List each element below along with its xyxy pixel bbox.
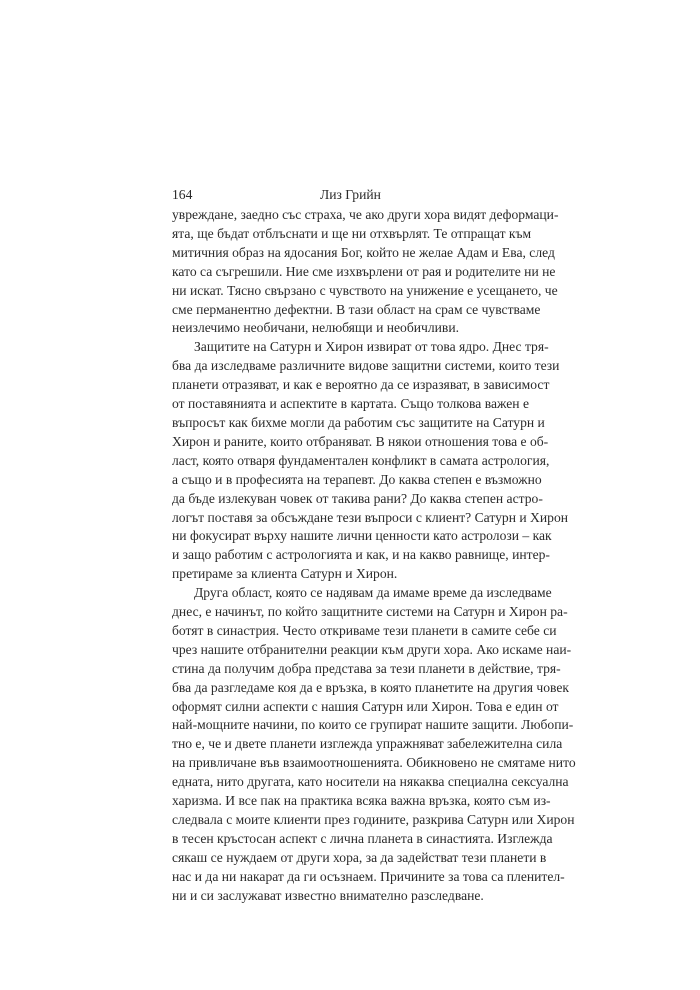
text-line: планети отразяват, и как е вероятно да се изразяват, в зависимост xyxy=(172,377,550,393)
text-line: ята, ще бъдат отблъснати и ще ни отхвърлят. Те отпращат към xyxy=(172,225,532,241)
text-line: на привличане във взаимоотношенията. Обикновено не смятаме нито xyxy=(172,755,576,771)
text-line: ни фокусират върху нашите лични ценности като астролози – как xyxy=(172,528,552,544)
text-line: нас и да ни накарат да ги осъзнаем. Причините за това са пленител- xyxy=(172,868,565,884)
text-line: като са съгрешили. Ние сме изхвърлени от рая и родителите ни не xyxy=(172,263,556,279)
body-text xyxy=(172,206,576,906)
text-line: сме перманентно дефектни. В тази област на срам се чувстваме xyxy=(172,301,541,317)
text-line: най-мощните начини, по които се групират нашите защити. Любопи- xyxy=(172,717,574,733)
text-line: тно е, че и двете планети изглежда упражняват забележителна сила xyxy=(172,736,563,752)
page-number: 164 xyxy=(172,187,193,202)
text-line: неизлечимо необичани, нелюбящи и необичливи. xyxy=(172,320,460,336)
running-title: Лиз Грийн xyxy=(320,187,381,202)
text-line: бва да изследваме различните видове защитни системи, които тези xyxy=(172,358,560,374)
text-line: от поставянията и аспектите в картата. Също толкова важен е xyxy=(172,396,529,412)
text-line: ни и си заслужават известно внимателно разследване. xyxy=(172,887,484,903)
text-line: сякаш се нуждаем от други хора, за да задействат тези планети в xyxy=(172,849,547,865)
text-line: увреждане, заедно със страха, че ако други хора видят деформаци- xyxy=(172,207,559,222)
text-line: бва да разгледаме коя да е връзка, в която планетите на другия човек xyxy=(172,679,569,695)
text-line: и защо работим с астрологията и как, и на какво равнище, интер- xyxy=(172,547,550,563)
text-line: Друга област, която се надявам да имаме време да изследваме xyxy=(194,585,552,601)
text-line: едната, нито другата, като носители на някаква специална сексуална xyxy=(172,774,569,790)
text-line: митичния образ на ядосания Бог, който не желае Адам и Ева, след xyxy=(172,244,555,260)
text-line: ни искат. Тясно свързано с чувството на унижение е усещането, че xyxy=(172,282,558,298)
text-line: Защитите на Сатурн и Хирон извират от това ядро. Днес тря- xyxy=(194,339,549,355)
text-line: а също и в професията на терапевт. До каква степен е възможно xyxy=(172,471,542,487)
text-line: логът поставя за обсъждане тези въпроси с клиент? Сатурн и Хирон xyxy=(172,509,569,525)
text-line: ботят в синастрия. Често откриваме тези планети в самите себе си xyxy=(172,622,557,638)
text-line: стина да получим добра представа за тези планети в действие, тря- xyxy=(172,660,561,676)
text-line: ласт, която отваря фундаментален конфликт в самата астрология, xyxy=(172,452,550,468)
text-line: претираме за клиента Сатурн и Хирон. xyxy=(172,566,398,582)
text-line: в тесен кръстосан аспект с лична планета в синастията. Изглежда xyxy=(172,830,553,846)
text-line: да бъде излекуван човек от такива рани? До каква степен астро- xyxy=(172,490,543,506)
text-line: оформят силни аспекти с нашия Сатурн или Хирон. Това е един от xyxy=(172,698,559,714)
text-line: чрез нашите отбранителни реакции към други хора. Ако искаме наи- xyxy=(172,641,572,657)
text-line: харизма. И все пак на практика всяка важна връзка, която съм из- xyxy=(172,793,551,809)
text-line: Хирон и раните, които отбраняват. В някои отношения това е об- xyxy=(172,433,549,449)
text-line: следвала с моите клиенти през годините, разкрива Сатурн или Хирон xyxy=(172,812,575,827)
text-line: днес, е начинът, по който защитните системи на Сатурн и Хирон ра- xyxy=(172,604,568,620)
text-line: въпросът как бихме могли да работим със защитите на Сатурн и xyxy=(172,414,545,430)
running-head xyxy=(172,186,529,204)
